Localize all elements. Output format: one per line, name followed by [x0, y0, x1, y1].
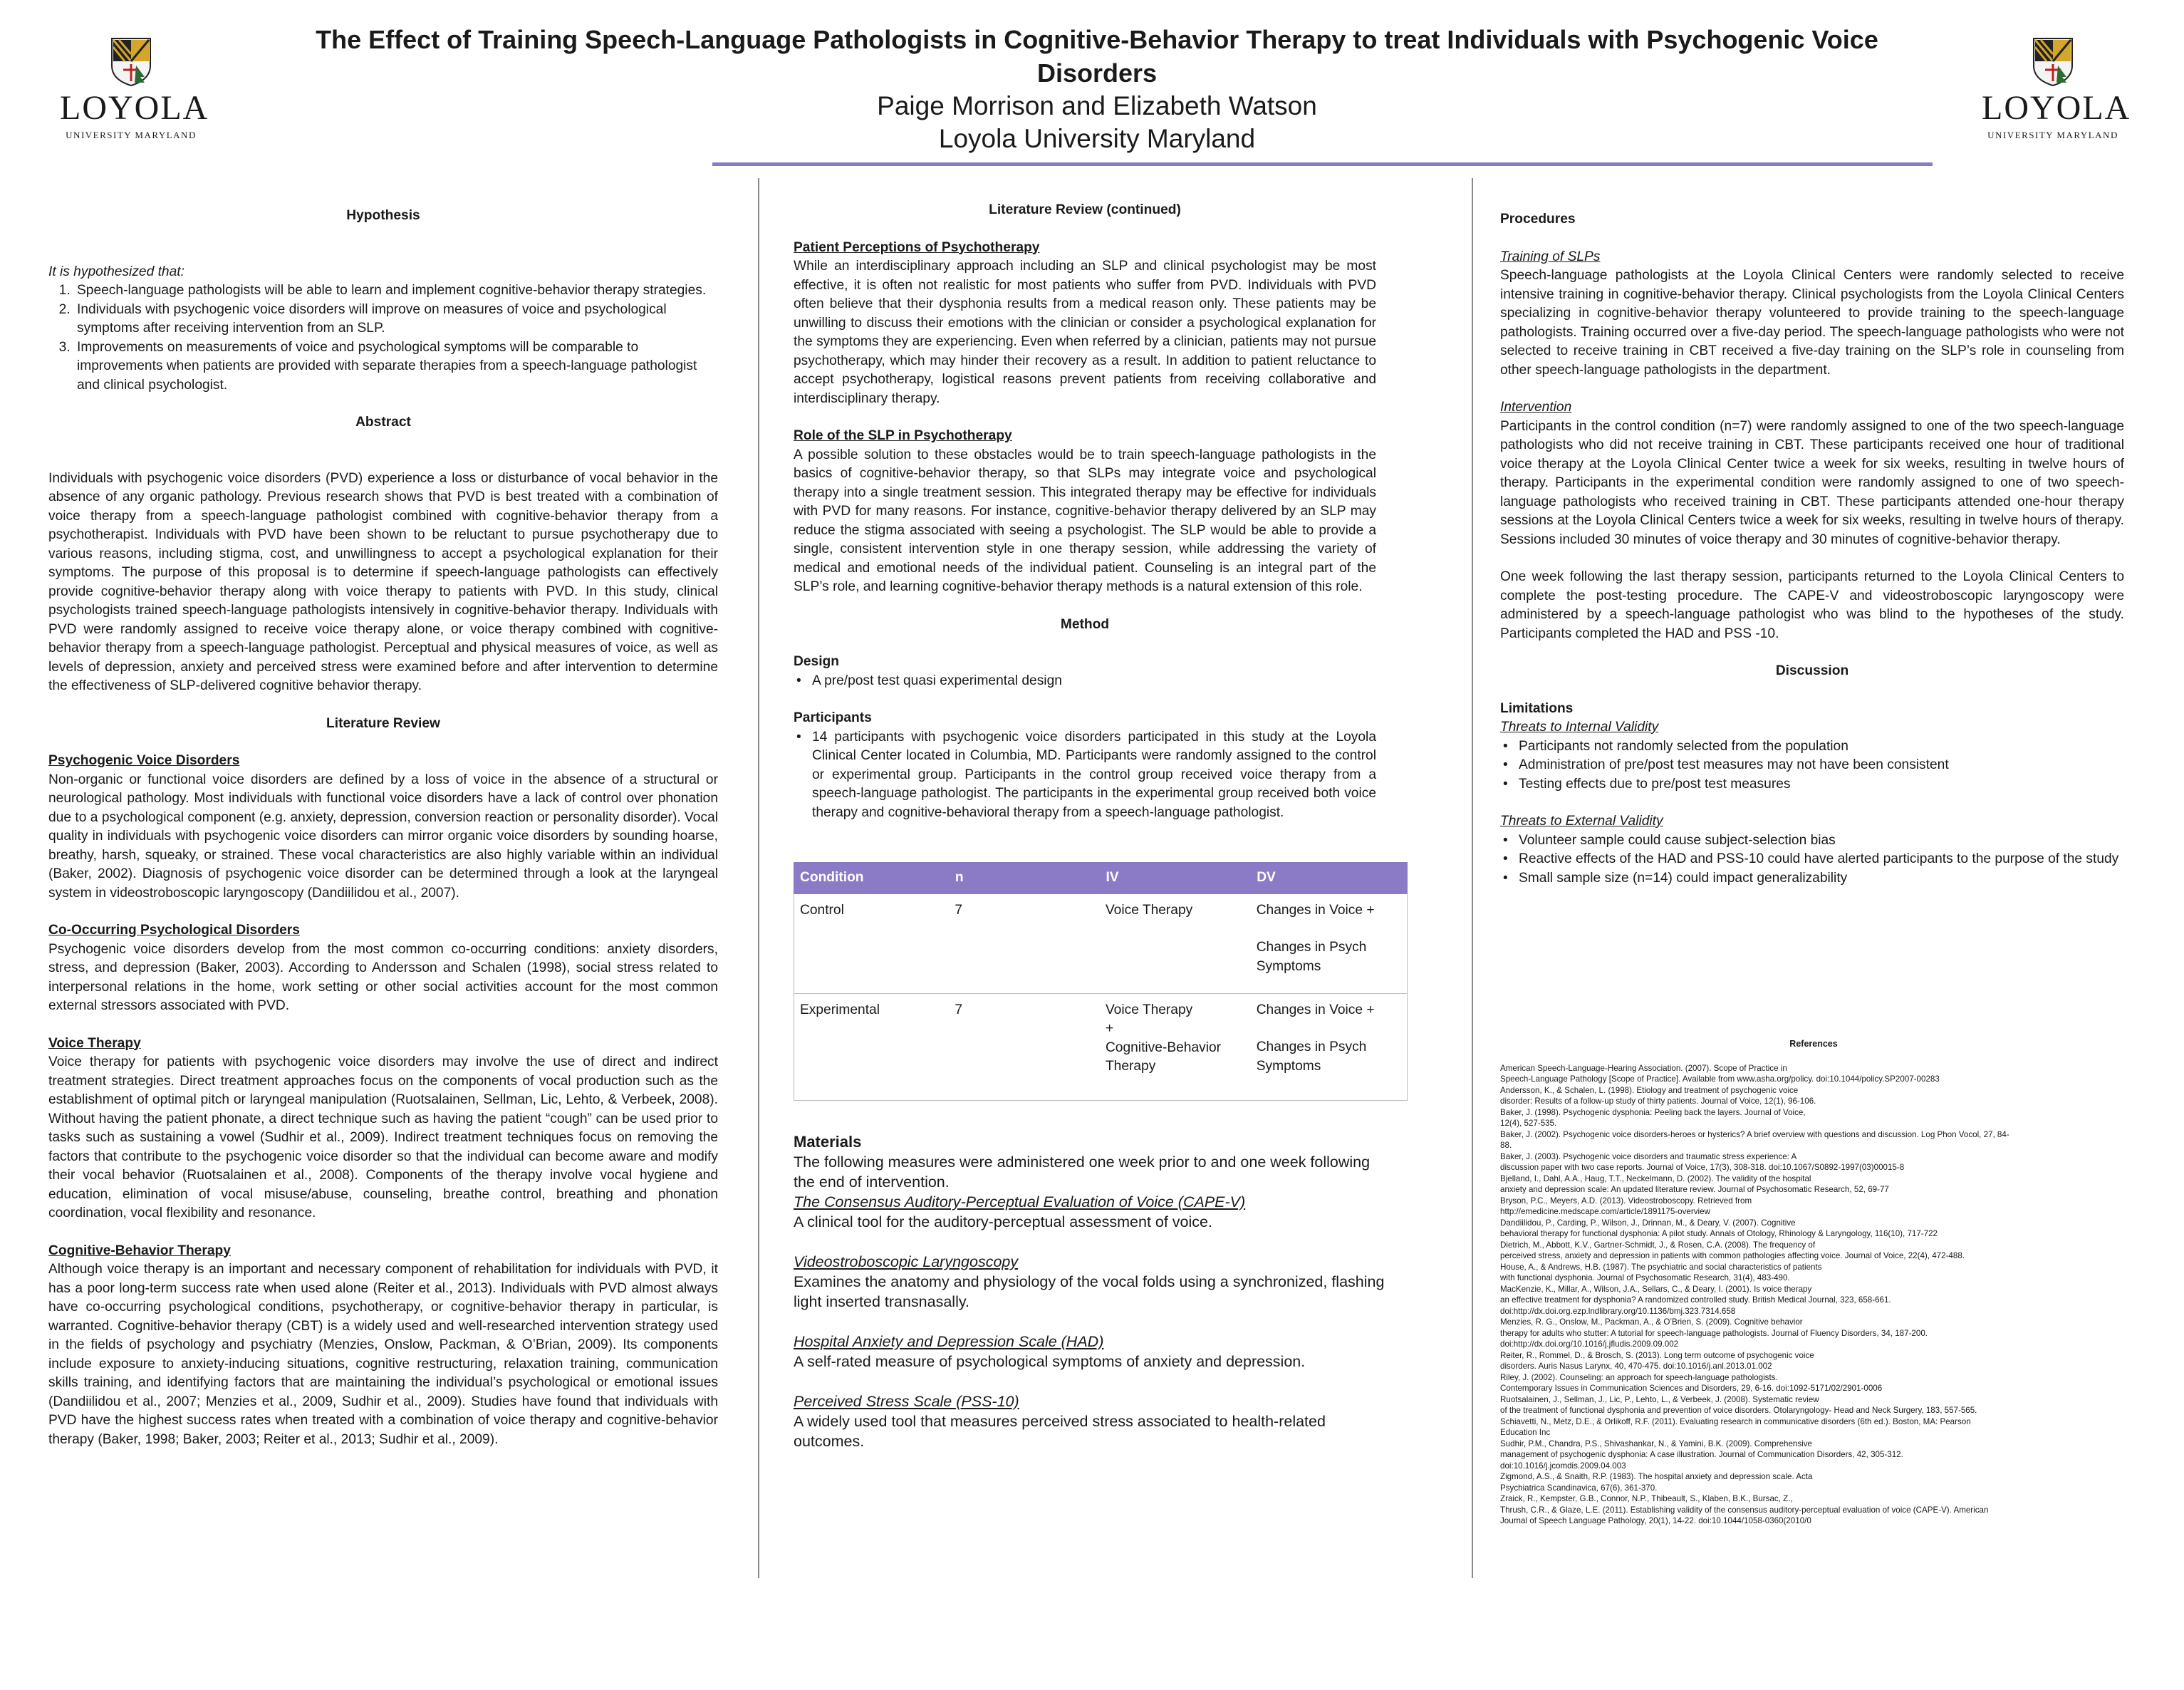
reference-line: Baker, J. (2003). Psychogenic voice disorders and traumatic stress experience: A [1500, 1151, 1797, 1161]
column-divider [758, 178, 759, 1578]
material-desc: A self-rated measure of psychological symptoms of anxiety and depression. [794, 1352, 1306, 1370]
reference-line: 88. [1500, 1141, 1512, 1150]
loyola-logo-right [1982, 37, 2131, 141]
design-heading: Design [794, 654, 839, 669]
reference-line: anxiety and depression scale: An updated literature review. Journal of Psychosomatic Research, 52, 69-77 [1500, 1185, 1889, 1194]
material-name: The Consensus Auditory-Perceptual Evaluation of Voice (CAPE-V) [794, 1193, 1246, 1211]
poster-institution: Loyola University Maryland [938, 124, 1256, 153]
reference-line: Menzies, R. G., Onslow, M., Packman, A., & O’Brien, S. (2009). Cognitive behavior [1500, 1317, 1803, 1327]
table-cell-n: 7 [949, 993, 1100, 1100]
reference-line: an effective treatment for dysphonia? A randomized controlled study. British Medical Journal, 323, 658-661. [1500, 1295, 1891, 1305]
table-cell-iv [1100, 893, 1251, 993]
reference-line: Education Inc [1500, 1428, 1551, 1437]
discussion-heading: Discussion [1775, 663, 1849, 678]
training-heading: Training of SLPs [1500, 249, 1601, 264]
reference-line: http://emedicine.medscape.com/article/1891175-overview [1500, 1207, 1710, 1216]
role-slp-text: A possible solution to these obstacles would be to train speech-language pathologists in the basics of cognitive-behavior therapy, so that SLPs may integrate voice and psychological therapy into a single treatment session. This integrated therapy may be effective for individuals with PVD for many reasons. For instance, cognitive-behavior therapy delivered by an SLP may reduce the stigma associated with seeing a psychologist. The SLP would be able to provide a single, consistent intervention style in one therapy session, while addressing the variety of medical and emotional needs of the individual patient. Counseling is an integral part of the SLP’s role, and learning cognitive-behavior therapy methods is a natural extension of this role. [794, 447, 1376, 594]
table-cell-condition: Experimental [794, 993, 950, 1100]
reference-line: American Speech-Language-Hearing Association. (2007). Scope of Practice in [1500, 1063, 1787, 1073]
reference-line: doi:10.1016/j.jcomdis.2009.04.003 [1500, 1461, 1626, 1471]
reference-line: discussion paper with two case reports. Journal of Voice, 17(3), 308-318. doi:10.1067/S0892-1997(03)00015-8 [1500, 1163, 1905, 1172]
table-header: IV [1100, 863, 1251, 894]
table-header: Condition [794, 863, 950, 894]
column-middle [794, 201, 1385, 1451]
procedures-heading: Procedures [1500, 212, 1576, 227]
reference-line: House, A., & Andrews, H.B. (1987). The psychiatric and social characteristics of patients [1500, 1262, 1822, 1272]
reference-line: Ruotsalainen, J., Sellman, J., Lic, P., Lehto, L., & Verbeek, J. (2008). Systematic review [1500, 1394, 1819, 1404]
voice-therapy-text: Voice therapy for patients with psychogenic voice disorders may involve the use of direct and indirect treatment strategies. Direct treatment approaches focus on the components of vocal production such as the establishment of optimal pitch or laryngeal manipulation (Ruotsalainen, Sellman, Lic, Lehto, & Verbeek, 2008). Without having the patient phonate, a direct technique such as having the patient “cough” can be used prior to tasks such as sustaining a vowel (Sudhir et al., 2009). Indirect treatment techniques focus on removing the factors that contribute to the psychogenic voice disorder so that the individual can become aware and modify their vocal behavior (Ruotsalainen et al., 2008). Components of the therapy involve vocal hygiene and education, elimination of vocal misuse/abuse, counseling, breathe control, breathing and phonation coordination, vocal flexibility and resonance. [48, 1054, 718, 1220]
post-testing-text: One week following the last therapy session, participants returned to the Loyola Clinical Centers to complete the post-testing procedure. The CAPE-V and videostroboscopic laryngoscopy were administered by a speech-language pathologist who was blind to the hypotheses of the study. Participants completed the HAD and PSS -10. [1500, 569, 2124, 641]
hypothesis-item: 3. Improvements on measurements of voice and psychological symptoms will be comparable to improvements when patients are provided with separate therapies from a speech-language pathologist and clinical psychologist. [74, 338, 718, 395]
training-text: Speech-language pathologists at the Loyola Clinical Centers were randomly selected to receive intensive training in cognitive-behavior therapy. Clinical psychologists from the Loyola Clinical Centers specializing in cognitive-behavior therapy volunteered to provide training to the speech-language pathologists. Training occurred over a five-day period. The speech-language pathologists who were not selected to receive training in CBT received a five-day training on the SLP’s role in counseling from other speech-language pathologists in the department. [1500, 268, 2124, 378]
reference-line: Bjelland, I., Dahl, A.A., Haug, T.T., Neckelmann, D. (2002). The validity of the hospital [1500, 1173, 1811, 1183]
reference-line: Baker, J. (2002). Psychogenic voice disorders-heroes or hysterics? A brief overview with questions and discussion. Log Phon Vocol, 27, 84- [1500, 1129, 2009, 1139]
dv-line: Changes in Psych Symptoms [1256, 1040, 1367, 1074]
reference-line: Reiter, R., Rommel, D., & Brosch, S. (2013). Long term outcome of psychogenic voice [1500, 1350, 1814, 1360]
table-cell-dv [1251, 893, 1408, 993]
material-desc: Examines the anatomy and physiology of the vocal folds using a synchronized, flashing light inserted transnasally. [794, 1272, 1385, 1310]
patient-perceptions-text: While an interdisciplinary approach including an SLP and clinical psychologist may be most effective, it is often not realistic for most patients who suffer from PVD. Individuals with PVD often believe that their dysphonia results from a medical reason only. These patients may be unwilling to discuss their emotions with the clinician or consider a psychological explanation for the symptoms they are experiencing. Even when referred by a clinician, patients may not pursue psychotherapy, which may hinder their recovery as a result. In addition to patient reluctance to accept psychotherapy, logistical reasons prevent patients from receiving collaborative and interdisciplinary therapy. [794, 259, 1376, 406]
reference-line: management of psychogenic dysphonia: A case illustration. Journal of Communication Disorders, 42, 305-312. [1500, 1450, 1903, 1459]
header-rule [712, 162, 1933, 166]
hypothesis-item: 1. Speech-language pathologists will be able to learn and implement cognitive-behavior therapy strategies. [74, 281, 718, 301]
lit-review-heading: Literature Review [326, 715, 440, 731]
column-right [1500, 210, 2124, 888]
external-validity-heading: Threats to External Validity [1500, 814, 1663, 829]
reference-line: Zigmond, A.S., & Snaith, R.P. (1983). The hospital anxiety and depression scale. Acta [1500, 1472, 1813, 1481]
references-section [1500, 1039, 2127, 1527]
method-heading: Method [1060, 616, 1110, 632]
logo-name: LOYOLA [1982, 89, 2131, 127]
materials-intro: The following measures were administered one week prior to and one week following the end of intervention. [794, 1153, 1371, 1191]
hypothesis-list [48, 281, 718, 395]
design-list [794, 672, 1376, 691]
intervention-heading: Intervention [1500, 400, 1572, 415]
cooc-heading: Co-Occurring Psychological Disorders [48, 923, 300, 938]
table-row [794, 893, 1408, 993]
reference-line: disorder: Results of a follow-up study of thirty patients. Journal of Voice, 12(1), 96-106. [1500, 1097, 1816, 1106]
list-item: • Volunteer sample could cause subject-selection bias [1519, 831, 2124, 851]
reference-line: Riley, J. (2002). Counseling: an approach for speech-language pathologists. [1500, 1372, 1778, 1382]
iv-line: + [1105, 1021, 1114, 1036]
material-name: Perceived Stress Scale (PSS-10) [794, 1392, 1019, 1410]
table-cell-iv [1100, 993, 1251, 1100]
reference-line: MacKenzie, K., Millar, A., Wilson, J.A., Sellars, C., & Deary, I. (2001). Is voice therapy [1500, 1284, 1812, 1294]
limitations-heading: Limitations [1500, 700, 1574, 716]
material-desc: A widely used tool that measures perceived stress associated to health-related outcomes. [794, 1412, 1326, 1450]
table-cell-n: 7 [949, 893, 1100, 993]
participants-item: • 14 participants with psychogenic voice disorders participated in this study at the Loyola Clinical Center located in Columbia, MD. Participants were randomly assigned to the control or experimental group. Participants in the control group received voice therapy from a speech-language pathologist. The participants in the experimental group received both voice therapy and cognitive-behavioral therapy from a speech-language pathologist. [812, 728, 1376, 823]
reference-line: Sudhir, P.M., Chandra, P.S., Shivashankar, N., & Yamini, B.K. (2009). Comprehensive [1500, 1438, 1812, 1448]
reference-line: Psychiatrica Scandinavica, 67(6), 361-370. [1500, 1483, 1658, 1493]
pvd-heading: Psychogenic Voice Disorders [48, 753, 240, 768]
reference-line: Dandiilidou, P., Carding, P., Wilson, J., Drinnan, M., & Deary, V. (2007). Cognitive [1500, 1218, 1796, 1228]
column-divider [1472, 178, 1473, 1578]
reference-line: 12(4), 527-535. [1500, 1119, 1557, 1128]
table-header-row [794, 863, 1408, 894]
reference-line: therapy for adults who stutter: A tutorial for speech-language pathologists. Journal of Fluency Disorders, 34, 187-200. [1500, 1328, 1928, 1338]
reference-line: doi:http://dx.doi.org/10.1016/j.jfludis.2009.09.002 [1500, 1339, 1679, 1349]
reference-line: of the treatment of functional dysphonia and prevention of voice disorders. Otolaryngology- Head and Neck Surgery, 183, 557-565. [1500, 1406, 1977, 1415]
hypothesis-heading: Hypothesis [346, 208, 420, 223]
reference-line: Zraick, R., Kempster, G.B., Connor, N.P., Thibeault, S., Klaben, B.K., Bursac, Z., [1500, 1494, 1793, 1503]
hypothesis-intro: It is hypothesized that: [48, 264, 184, 279]
table-row [794, 993, 1408, 1100]
lit-review-continued-heading: Literature Review (continued) [989, 202, 1181, 217]
table-header: n [949, 863, 1100, 894]
reference-line: Speech-Language Pathology [Scope of Practice]. Available from www.asha.org/policy. doi:10.1044/policy.SP2007-00283 [1500, 1074, 1940, 1084]
reference-line: Thrush, C.R., & Glaze, L.E. (2011). Establishing validity of the consensus auditory-perceptual evaluation of voice (CAPE-V). American [1500, 1505, 1989, 1515]
material-name: Videostroboscopic Laryngoscopy [794, 1253, 1019, 1270]
materials-section [794, 1132, 1385, 1451]
internal-validity-heading: Threats to Internal Validity [1500, 720, 1659, 735]
external-validity-list [1500, 831, 2124, 888]
reference-line: disorders. Auris Nasus Larynx, 40, 470-475. doi:10.1016/j.anl.2013.01.002 [1500, 1362, 1772, 1371]
reference-line: Journal of Speech Language Pathology, 20(1), 14-22. doi:10.1044/1058-0360(2010/0 [1500, 1516, 1811, 1525]
reference-line: Bryson, P.C., Meyers, A.D. (2013). Videostroboscopy. Retrieved from [1500, 1196, 1752, 1206]
iv-line: Voice Therapy [1105, 1002, 1193, 1017]
cbt-heading: Cognitive-Behavior Therapy [48, 1243, 231, 1258]
reference-line: Schiavetti, N., Metz, D.E., & Orlikoff, R.F. (2011). Evaluating research in communicative disorders (6th ed.). Boston, MA: Pearson [1500, 1416, 1971, 1426]
abstract-text: Individuals with psychogenic voice disorders (PVD) experience a loss or disturbance of vocal behavior in the absence of any organic pathology. Previous research shows that PVD is best treated with a combination of voice therapy from a speech-language pathologist combined with cognitive-behavior therapy from a psychotherapist. Individuals with PVD have been shown to be reluctant to pursue psychotherapy due to various reasons, including stigma, cost, and unwillingness to accept a psychological explanation for their symptoms. The purpose of this proposal is to determine if speech-language pathologists can effectively provide cognitive-behavior therapy along with voice therapy to patients with PVD. In this study, clinical psychologists trained speech-language pathologists intensively in cognitive-behavior therapy. Individuals with PVD were randomly assigned to receive voice therapy alone, or voice therapy combined with cognitive-behavior therapy from a speech-language pathologist. Perceptual and physical measures of voice, as well as levels of depression, anxiety and perceived stress were examined before and after intervention to determine the effectiveness of SLP-delivered cognitive behavior therapy. [48, 470, 718, 693]
references-list [1500, 1063, 2127, 1527]
table-cell-condition: Control [794, 893, 950, 993]
cbt-text: Although voice therapy is an important and necessary component of rehabilitation for individuals with PVD, it has a poor long-term success rate when used alone (Reiter et al., 2013). Individuals with PVD almost always have co-occurring psychological conditions, psychotherapy, or cognitive-behavior therapy in particular, is warranted. Cognitive-behavior therapy (CBT) is a widely used and well-researched intervention strategy used in the fields of psychology and psychiatry (Menzies, Onslow, Packman, & O’Brian, 2009). Its components include exposure to anxiety-inducing situations, cognitive restructuring, relaxation training, communication skills training, and identifying factors that are maintaining the individual’s psychological or emotional issues (Dandiilidou et al., 2007; Menzies et al., 2009, Sudhir et al., 2009). Studies have found that individuals with PVD have the highest success rates when treated with a combination of voice therapy and cognitive-behavior therapy (Baker, 1998; Baker, 2003; Reiter et al., 2013; Sudhir et al., 2009). [48, 1262, 718, 1447]
column-left [48, 207, 718, 1449]
voice-therapy-heading: Voice Therapy [48, 1035, 141, 1051]
reference-line: doi:http://dx.doi.org.ezp.lndlibrary.org/10.1136/bmj.323.7314.658 [1500, 1306, 1736, 1316]
poster-authors: Paige Morrison and Elizabeth Watson [877, 91, 1317, 120]
logo-name: LOYOLA [60, 89, 209, 127]
abstract-heading: Abstract [355, 415, 411, 430]
dv-line: Changes in Voice + [1256, 902, 1375, 918]
loyola-shield-icon [109, 37, 153, 87]
material-desc: A clinical tool for the auditory-perceptual assessment of voice. [794, 1213, 1212, 1230]
reference-line: Andersson, K., & Schalen, L. (1998). Etiology and treatment of psychogenic voice [1500, 1085, 1799, 1095]
dv-line: Changes in Psych Symptoms [1256, 940, 1367, 974]
poster-title: The Effect of Training Speech-Language Pathologists in Cognitive-Behavior Therapy to treat Individuals with Psychogenic Voice Disorders [316, 25, 1878, 88]
patient-perceptions-heading: Patient Perceptions of Psychotherapy [794, 239, 1040, 255]
poster-header [313, 23, 1881, 155]
pvd-text: Non-organic or functional voice disorders are defined by a loss of voice in the absence of a structural or neurological pathology. Most individuals with functional voice disorders have a lack of control over phonation due to a psychological component (e.g. anxiety, depression, conversion reaction or personality disorder). Vocal quality in individuals with psychogenic voice disorders can mirror organic voice disorders by sounding hoarse, breathy, harsh, squeaky, or strained. These vocal characteristics are also highly variable within an individual (Baker, 2002). Diagnosis of psychogenic voice disorder can be determined through a look at the laryngeal system in videostroboscopic laryngoscopy (Dandiilidou et al., 2007). [48, 772, 718, 901]
participants-heading: Participants [794, 710, 872, 725]
internal-validity-list [1500, 737, 2124, 794]
role-slp-heading: Role of the SLP in Psychotherapy [794, 428, 1012, 443]
reference-line: Dietrich, M., Abbott, K.V., Gartner-Schmidt, J., & Rosen, C.A. (2008). The frequency of [1500, 1240, 1816, 1250]
list-item: • Administration of pre/post test measures may not have been consistent [1519, 756, 2124, 775]
reference-line: behavioral therapy for functional dysphonia: A pilot study. Annals of Otology, Rhinology & Laryngology, 116(10), 717-722 [1500, 1229, 1938, 1238]
reference-line: with functional dysphonia. Journal of Psychosomatic Research, 31(4), 483-490. [1500, 1273, 1790, 1282]
materials-heading: Materials [794, 1132, 862, 1151]
list-item: • Testing effects due to pre/post test measures [1519, 775, 2124, 794]
hypothesis-item: 2. Individuals with psychogenic voice disorders will improve on measures of voice and psychological symptoms after receiving intervention from an SLP. [74, 301, 718, 338]
table-header: DV [1251, 863, 1408, 894]
references-heading: References [1789, 1039, 1838, 1049]
cooc-text: Psychogenic voice disorders develop from the most common co-occurring conditions: anxiety disorders, stress, and depression (Baker, 2003). According to Andersson and Schalen (1998), social stress related to interpersonal relations in the home, work setting or other social activities account for the most common external stressors associated with PVD. [48, 941, 718, 1013]
logo-subtitle: UNIVERSITY MARYLAND [1987, 130, 2118, 140]
material-name: Hospital Anxiety and Depression Scale (HAD) [794, 1332, 1104, 1350]
reference-line: Contemporary Issues in Communication Sciences and Disorders, 29, 6-16. doi:1092-5171/02/2901-0006 [1500, 1384, 1883, 1393]
loyola-shield-icon [2031, 37, 2075, 87]
table-cell-dv [1251, 993, 1408, 1100]
intervention-text: Participants in the control condition (n=7) were randomly assigned to one of the two speech-language pathologists who did not receive training in CBT. These participants received one hour of traditional voice therapy at the Loyola Clinical Center twice a week for six weeks, resulting in twelve hours of therapy. Participants in the experimental condition were randomly assigned to one of two speech-language pathologists who received training in CBT. These participants attended one-hour therapy sessions at the Loyola Clinical Centers twice a week for six weeks, resulting in twelve hours of therapy. Sessions included 30 minutes of voice therapy and 30 minutes of cognitive-behavior therapy. [1500, 418, 2124, 547]
iv-line: Cognitive-Behavior Therapy [1105, 1040, 1222, 1074]
conditions-table [794, 862, 1408, 1101]
logo-subtitle: UNIVERSITY MARYLAND [66, 130, 197, 140]
reference-line: perceived stress, anxiety and depression in patients with common pathologies affecting voice. Journal of Voice, 22(4), 472-488. [1500, 1251, 1965, 1260]
design-item: • A pre/post test quasi experimental design [812, 672, 1376, 691]
iv-line: Voice Therapy [1105, 902, 1193, 918]
loyola-logo-left [60, 37, 209, 141]
list-item: • Small sample size (n=14) could impact generalizability [1519, 869, 2124, 888]
participants-list [794, 728, 1376, 823]
reference-line: Baker, J. (1998). Psychogenic dysphonia: Peeling back the layers. Journal of Voice, [1500, 1107, 1806, 1117]
list-item: • Reactive effects of the HAD and PSS-10 could have alerted participants to the purpose of the study [1519, 850, 2124, 869]
dv-line: Changes in Voice + [1256, 1002, 1375, 1017]
list-item: • Participants not randomly selected from the population [1519, 737, 2124, 757]
